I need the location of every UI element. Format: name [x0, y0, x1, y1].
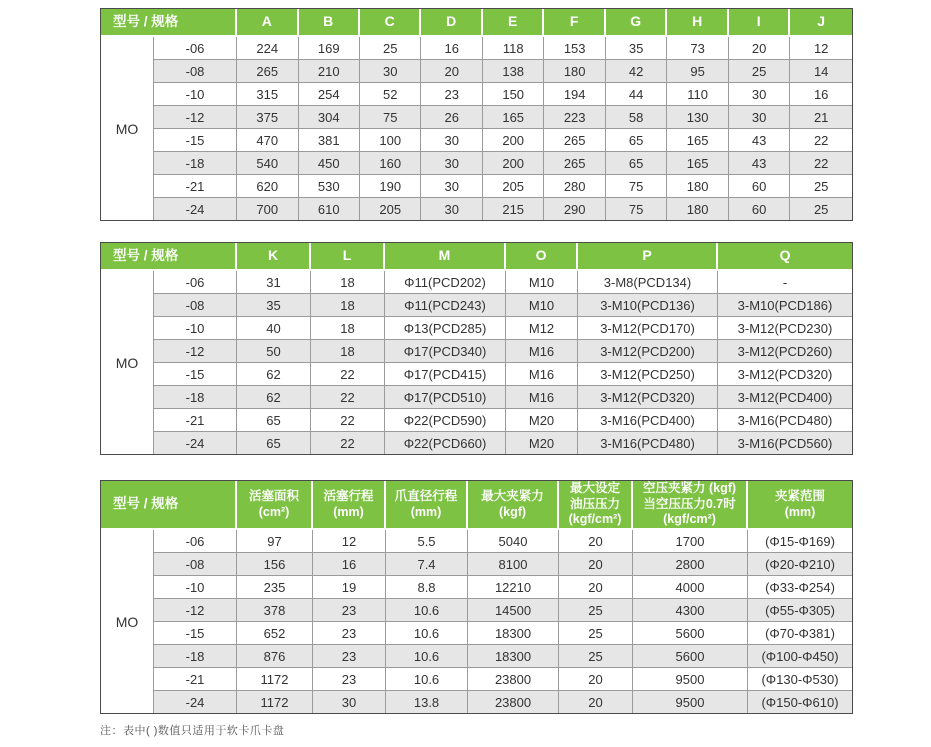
table-row	[101, 152, 852, 175]
column-header: A	[237, 9, 298, 37]
value-cell: 18300	[468, 645, 559, 668]
value-cell: 165	[667, 152, 728, 175]
spec-label: -15	[154, 622, 237, 645]
table-row	[101, 129, 852, 152]
table-header-row	[101, 243, 852, 271]
column-header: I	[729, 9, 790, 37]
value-cell: 50	[237, 340, 311, 363]
value-cell: 30	[729, 83, 790, 106]
value-cell: 65	[237, 409, 311, 432]
value-cell: M16	[506, 363, 578, 386]
value-cell: 265	[544, 152, 605, 175]
value-cell: 22	[311, 386, 385, 409]
value-cell: 26	[421, 106, 482, 129]
value-cell: 200	[483, 152, 544, 175]
spec-label: -08	[154, 294, 237, 317]
value-cell: Φ11(PCD202)	[385, 271, 506, 294]
table-body	[101, 530, 852, 713]
spec-label: -15	[154, 129, 237, 152]
value-cell: 700	[237, 198, 298, 220]
value-cell: 4000	[633, 576, 748, 599]
value-cell: 43	[729, 129, 790, 152]
dimensions-table-k-q	[100, 242, 853, 455]
value-cell: 22	[311, 409, 385, 432]
value-cell: 224	[237, 37, 298, 60]
value-cell: 110	[667, 83, 728, 106]
model-spec-header: 型号 / 规格	[101, 481, 237, 530]
value-cell: 375	[237, 106, 298, 129]
value-cell: 290	[544, 198, 605, 220]
value-cell: 169	[299, 37, 360, 60]
table-row	[101, 599, 852, 622]
spec-label: -18	[154, 386, 237, 409]
value-cell: 5.5	[386, 530, 468, 553]
value-cell: 265	[237, 60, 298, 83]
spec-label: -24	[154, 198, 237, 220]
value-cell: 165	[667, 129, 728, 152]
value-cell: M16	[506, 386, 578, 409]
column-header: 爪直径行程 (mm)	[386, 481, 468, 530]
value-cell: 25	[559, 622, 633, 645]
value-cell: 75	[360, 106, 421, 129]
value-cell: 530	[299, 175, 360, 198]
value-cell: Φ17(PCD510)	[385, 386, 506, 409]
value-cell: 3-M12(PCD320)	[578, 386, 718, 409]
model-spec-header: 型号 / 规格	[101, 243, 237, 271]
value-cell: 5600	[633, 645, 748, 668]
value-cell: 540	[237, 152, 298, 175]
value-cell: 95	[667, 60, 728, 83]
column-header: 活塞行程 (mm)	[313, 481, 386, 530]
value-cell: 304	[299, 106, 360, 129]
value-cell: Φ11(PCD243)	[385, 294, 506, 317]
value-cell: 190	[360, 175, 421, 198]
value-cell: (Φ130-Φ530)	[748, 668, 852, 691]
table-body	[101, 37, 852, 220]
value-cell: 20	[559, 553, 633, 576]
spec-label: -08	[154, 60, 237, 83]
value-cell: 652	[237, 622, 313, 645]
value-cell: 450	[299, 152, 360, 175]
value-cell: 180	[667, 198, 728, 220]
table-row	[101, 553, 852, 576]
table-row	[101, 691, 852, 713]
value-cell: M16	[506, 340, 578, 363]
value-cell: Φ17(PCD415)	[385, 363, 506, 386]
value-cell: 25	[790, 175, 852, 198]
table-row	[101, 317, 852, 340]
table-row	[101, 271, 852, 294]
value-cell: 9500	[633, 691, 748, 713]
value-cell: 23	[313, 622, 386, 645]
value-cell: 210	[299, 60, 360, 83]
value-cell: 31	[237, 271, 311, 294]
value-cell: 18	[311, 271, 385, 294]
value-cell: 18	[311, 317, 385, 340]
value-cell: 265	[544, 129, 605, 152]
value-cell: 65	[606, 129, 667, 152]
value-cell: 3-M16(PCD400)	[578, 409, 718, 432]
value-cell: 7.4	[386, 553, 468, 576]
value-cell: 3-M12(PCD200)	[578, 340, 718, 363]
value-cell: 3-M16(PCD480)	[718, 409, 852, 432]
column-header: J	[790, 9, 852, 37]
value-cell: M20	[506, 432, 578, 454]
value-cell: 205	[360, 198, 421, 220]
column-header: F	[544, 9, 605, 37]
column-header: 空压夹紧力 (kgf) 当空压压力0.7时 (kgf/cm²)	[633, 481, 748, 530]
column-header: K	[237, 243, 311, 271]
value-cell: 150	[483, 83, 544, 106]
value-cell: Φ22(PCD660)	[385, 432, 506, 454]
table-row	[101, 37, 852, 60]
spec-label: -18	[154, 645, 237, 668]
table-footnote: 注：表中( )数值只适用于软卡爪卡盘	[100, 725, 285, 737]
value-cell: 65	[606, 152, 667, 175]
column-header: 最大设定 油压压力 (kgf/cm²)	[559, 481, 633, 530]
value-cell: 5040	[468, 530, 559, 553]
value-cell: 22	[311, 363, 385, 386]
table-header-row	[101, 481, 852, 530]
value-cell: (Φ100-Φ450)	[748, 645, 852, 668]
dimensions-table-a-j	[100, 8, 853, 221]
spec-label: -12	[154, 340, 237, 363]
value-cell: 30	[360, 60, 421, 83]
value-cell: 378	[237, 599, 313, 622]
model-label: MO	[101, 271, 154, 454]
value-cell: 381	[299, 129, 360, 152]
value-cell: 4300	[633, 599, 748, 622]
value-cell: 25	[729, 60, 790, 83]
value-cell: 156	[237, 553, 313, 576]
table-row	[101, 622, 852, 645]
spec-label: -18	[154, 152, 237, 175]
spec-label: -06	[154, 271, 237, 294]
value-cell: 3-M10(PCD186)	[718, 294, 852, 317]
value-cell: 470	[237, 129, 298, 152]
value-cell: 3-M12(PCD320)	[718, 363, 852, 386]
model-spec-header: 型号 / 规格	[101, 9, 237, 37]
spec-label: -21	[154, 175, 237, 198]
value-cell: 194	[544, 83, 605, 106]
spec-label: -21	[154, 668, 237, 691]
column-header: E	[483, 9, 544, 37]
spec-label: -06	[154, 530, 237, 553]
value-cell: 12	[313, 530, 386, 553]
value-cell: 1172	[237, 668, 313, 691]
value-cell: 75	[606, 198, 667, 220]
value-cell: 10.6	[386, 668, 468, 691]
value-cell: 1700	[633, 530, 748, 553]
spec-label: -21	[154, 409, 237, 432]
value-cell: 3-M12(PCD400)	[718, 386, 852, 409]
value-cell: 60	[729, 175, 790, 198]
column-header: 最大夹紧力 (kgf)	[468, 481, 559, 530]
table-row	[101, 106, 852, 129]
spec-label: -10	[154, 317, 237, 340]
value-cell: 223	[544, 106, 605, 129]
value-cell: 3-M12(PCD230)	[718, 317, 852, 340]
value-cell: 215	[483, 198, 544, 220]
value-cell: 3-M12(PCD250)	[578, 363, 718, 386]
value-cell: 14500	[468, 599, 559, 622]
value-cell: Φ13(PCD285)	[385, 317, 506, 340]
value-cell: 16	[313, 553, 386, 576]
value-cell: 610	[299, 198, 360, 220]
value-cell: 25	[559, 645, 633, 668]
value-cell: 620	[237, 175, 298, 198]
value-cell: 20	[559, 530, 633, 553]
value-cell: 3-M16(PCD480)	[578, 432, 718, 454]
table-body	[101, 271, 852, 454]
value-cell: 180	[667, 175, 728, 198]
table-row	[101, 60, 852, 83]
value-cell: 23	[313, 668, 386, 691]
table-row	[101, 432, 852, 454]
value-cell: 22	[311, 432, 385, 454]
value-cell: 138	[483, 60, 544, 83]
value-cell: 3-M12(PCD260)	[718, 340, 852, 363]
value-cell: M20	[506, 409, 578, 432]
model-label: MO	[101, 37, 154, 220]
value-cell: 75	[606, 175, 667, 198]
column-header: M	[385, 243, 506, 271]
column-header: G	[606, 9, 667, 37]
value-cell: (Φ20-Φ210)	[748, 553, 852, 576]
column-header: O	[506, 243, 578, 271]
column-header: 活塞面积 (cm²)	[237, 481, 313, 530]
value-cell: 280	[544, 175, 605, 198]
value-cell: 14	[790, 60, 852, 83]
value-cell: Φ22(PCD590)	[385, 409, 506, 432]
value-cell: 20	[559, 691, 633, 713]
value-cell: 16	[790, 83, 852, 106]
value-cell: 40	[237, 317, 311, 340]
value-cell: 180	[544, 60, 605, 83]
table-row	[101, 530, 852, 553]
column-header: P	[578, 243, 718, 271]
value-cell: 22	[790, 129, 852, 152]
value-cell: 20	[559, 668, 633, 691]
column-header: B	[299, 9, 360, 37]
value-cell: 58	[606, 106, 667, 129]
value-cell: 23	[421, 83, 482, 106]
value-cell: 9500	[633, 668, 748, 691]
value-cell: 3-M16(PCD560)	[718, 432, 852, 454]
table-row	[101, 668, 852, 691]
column-header: 夹紧范围 (mm)	[748, 481, 852, 530]
spec-label: -24	[154, 432, 237, 454]
value-cell: (Φ70-Φ381)	[748, 622, 852, 645]
value-cell: 10.6	[386, 622, 468, 645]
value-cell: 25	[559, 599, 633, 622]
value-cell: 30	[421, 198, 482, 220]
value-cell: 30	[421, 152, 482, 175]
spec-label: -15	[154, 363, 237, 386]
value-cell: M10	[506, 271, 578, 294]
value-cell: (Φ150-Φ610)	[748, 691, 852, 713]
spec-label: -12	[154, 106, 237, 129]
column-header: C	[360, 9, 421, 37]
value-cell: 3-M12(PCD170)	[578, 317, 718, 340]
table-row	[101, 409, 852, 432]
value-cell: 2800	[633, 553, 748, 576]
value-cell: 52	[360, 83, 421, 106]
value-cell: 118	[483, 37, 544, 60]
value-cell: 10.6	[386, 599, 468, 622]
table-row	[101, 340, 852, 363]
value-cell: 16	[421, 37, 482, 60]
table-row	[101, 645, 852, 668]
value-cell: 8100	[468, 553, 559, 576]
column-header: H	[667, 9, 728, 37]
value-cell: 42	[606, 60, 667, 83]
column-header: L	[311, 243, 385, 271]
value-cell: 254	[299, 83, 360, 106]
table-row	[101, 83, 852, 106]
value-cell: 200	[483, 129, 544, 152]
table-row	[101, 198, 852, 220]
value-cell: 20	[421, 60, 482, 83]
value-cell: 205	[483, 175, 544, 198]
value-cell: 30	[729, 106, 790, 129]
value-cell: 18	[311, 340, 385, 363]
column-header: D	[421, 9, 482, 37]
value-cell: 65	[237, 432, 311, 454]
value-cell: 153	[544, 37, 605, 60]
value-cell: -	[718, 271, 852, 294]
value-cell: 130	[667, 106, 728, 129]
spec-label: -08	[154, 553, 237, 576]
value-cell: 21	[790, 106, 852, 129]
value-cell: 10.6	[386, 645, 468, 668]
value-cell: 5600	[633, 622, 748, 645]
value-cell: 23	[313, 645, 386, 668]
value-cell: 19	[313, 576, 386, 599]
value-cell: 35	[606, 37, 667, 60]
table-row	[101, 175, 852, 198]
table-row	[101, 294, 852, 317]
spec-label: -10	[154, 576, 237, 599]
value-cell: M10	[506, 294, 578, 317]
value-cell: 12	[790, 37, 852, 60]
value-cell: (Φ55-Φ305)	[748, 599, 852, 622]
value-cell: 18	[311, 294, 385, 317]
value-cell: 22	[790, 152, 852, 175]
value-cell: 235	[237, 576, 313, 599]
table-row	[101, 363, 852, 386]
value-cell: 23800	[468, 668, 559, 691]
value-cell: 13.8	[386, 691, 468, 713]
value-cell: 44	[606, 83, 667, 106]
value-cell: 23	[313, 599, 386, 622]
value-cell: 62	[237, 363, 311, 386]
value-cell: 30	[421, 129, 482, 152]
table-header-row	[101, 9, 852, 37]
value-cell: 43	[729, 152, 790, 175]
value-cell: 97	[237, 530, 313, 553]
table-row	[101, 576, 852, 599]
value-cell: 20	[559, 576, 633, 599]
value-cell: 60	[729, 198, 790, 220]
value-cell: 62	[237, 386, 311, 409]
value-cell: 160	[360, 152, 421, 175]
value-cell: M12	[506, 317, 578, 340]
spec-label: -10	[154, 83, 237, 106]
value-cell: 18300	[468, 622, 559, 645]
value-cell: 23800	[468, 691, 559, 713]
value-cell: 20	[729, 37, 790, 60]
value-cell: 1172	[237, 691, 313, 713]
value-cell: 25	[360, 37, 421, 60]
value-cell: 30	[313, 691, 386, 713]
value-cell: (Φ15-Φ169)	[748, 530, 852, 553]
spec-label: -12	[154, 599, 237, 622]
value-cell: 12210	[468, 576, 559, 599]
value-cell: Φ17(PCD340)	[385, 340, 506, 363]
value-cell: 315	[237, 83, 298, 106]
value-cell: (Φ33-Φ254)	[748, 576, 852, 599]
value-cell: 25	[790, 198, 852, 220]
value-cell: 35	[237, 294, 311, 317]
value-cell: 3-M10(PCD136)	[578, 294, 718, 317]
value-cell: 876	[237, 645, 313, 668]
spec-label: -24	[154, 691, 237, 713]
performance-table	[100, 480, 853, 714]
value-cell: 165	[483, 106, 544, 129]
value-cell: 3-M8(PCD134)	[578, 271, 718, 294]
model-label: MO	[101, 530, 154, 713]
value-cell: 73	[667, 37, 728, 60]
table-row	[101, 386, 852, 409]
value-cell: 100	[360, 129, 421, 152]
value-cell: 8.8	[386, 576, 468, 599]
column-header: Q	[718, 243, 852, 271]
value-cell: 30	[421, 175, 482, 198]
spec-label: -06	[154, 37, 237, 60]
